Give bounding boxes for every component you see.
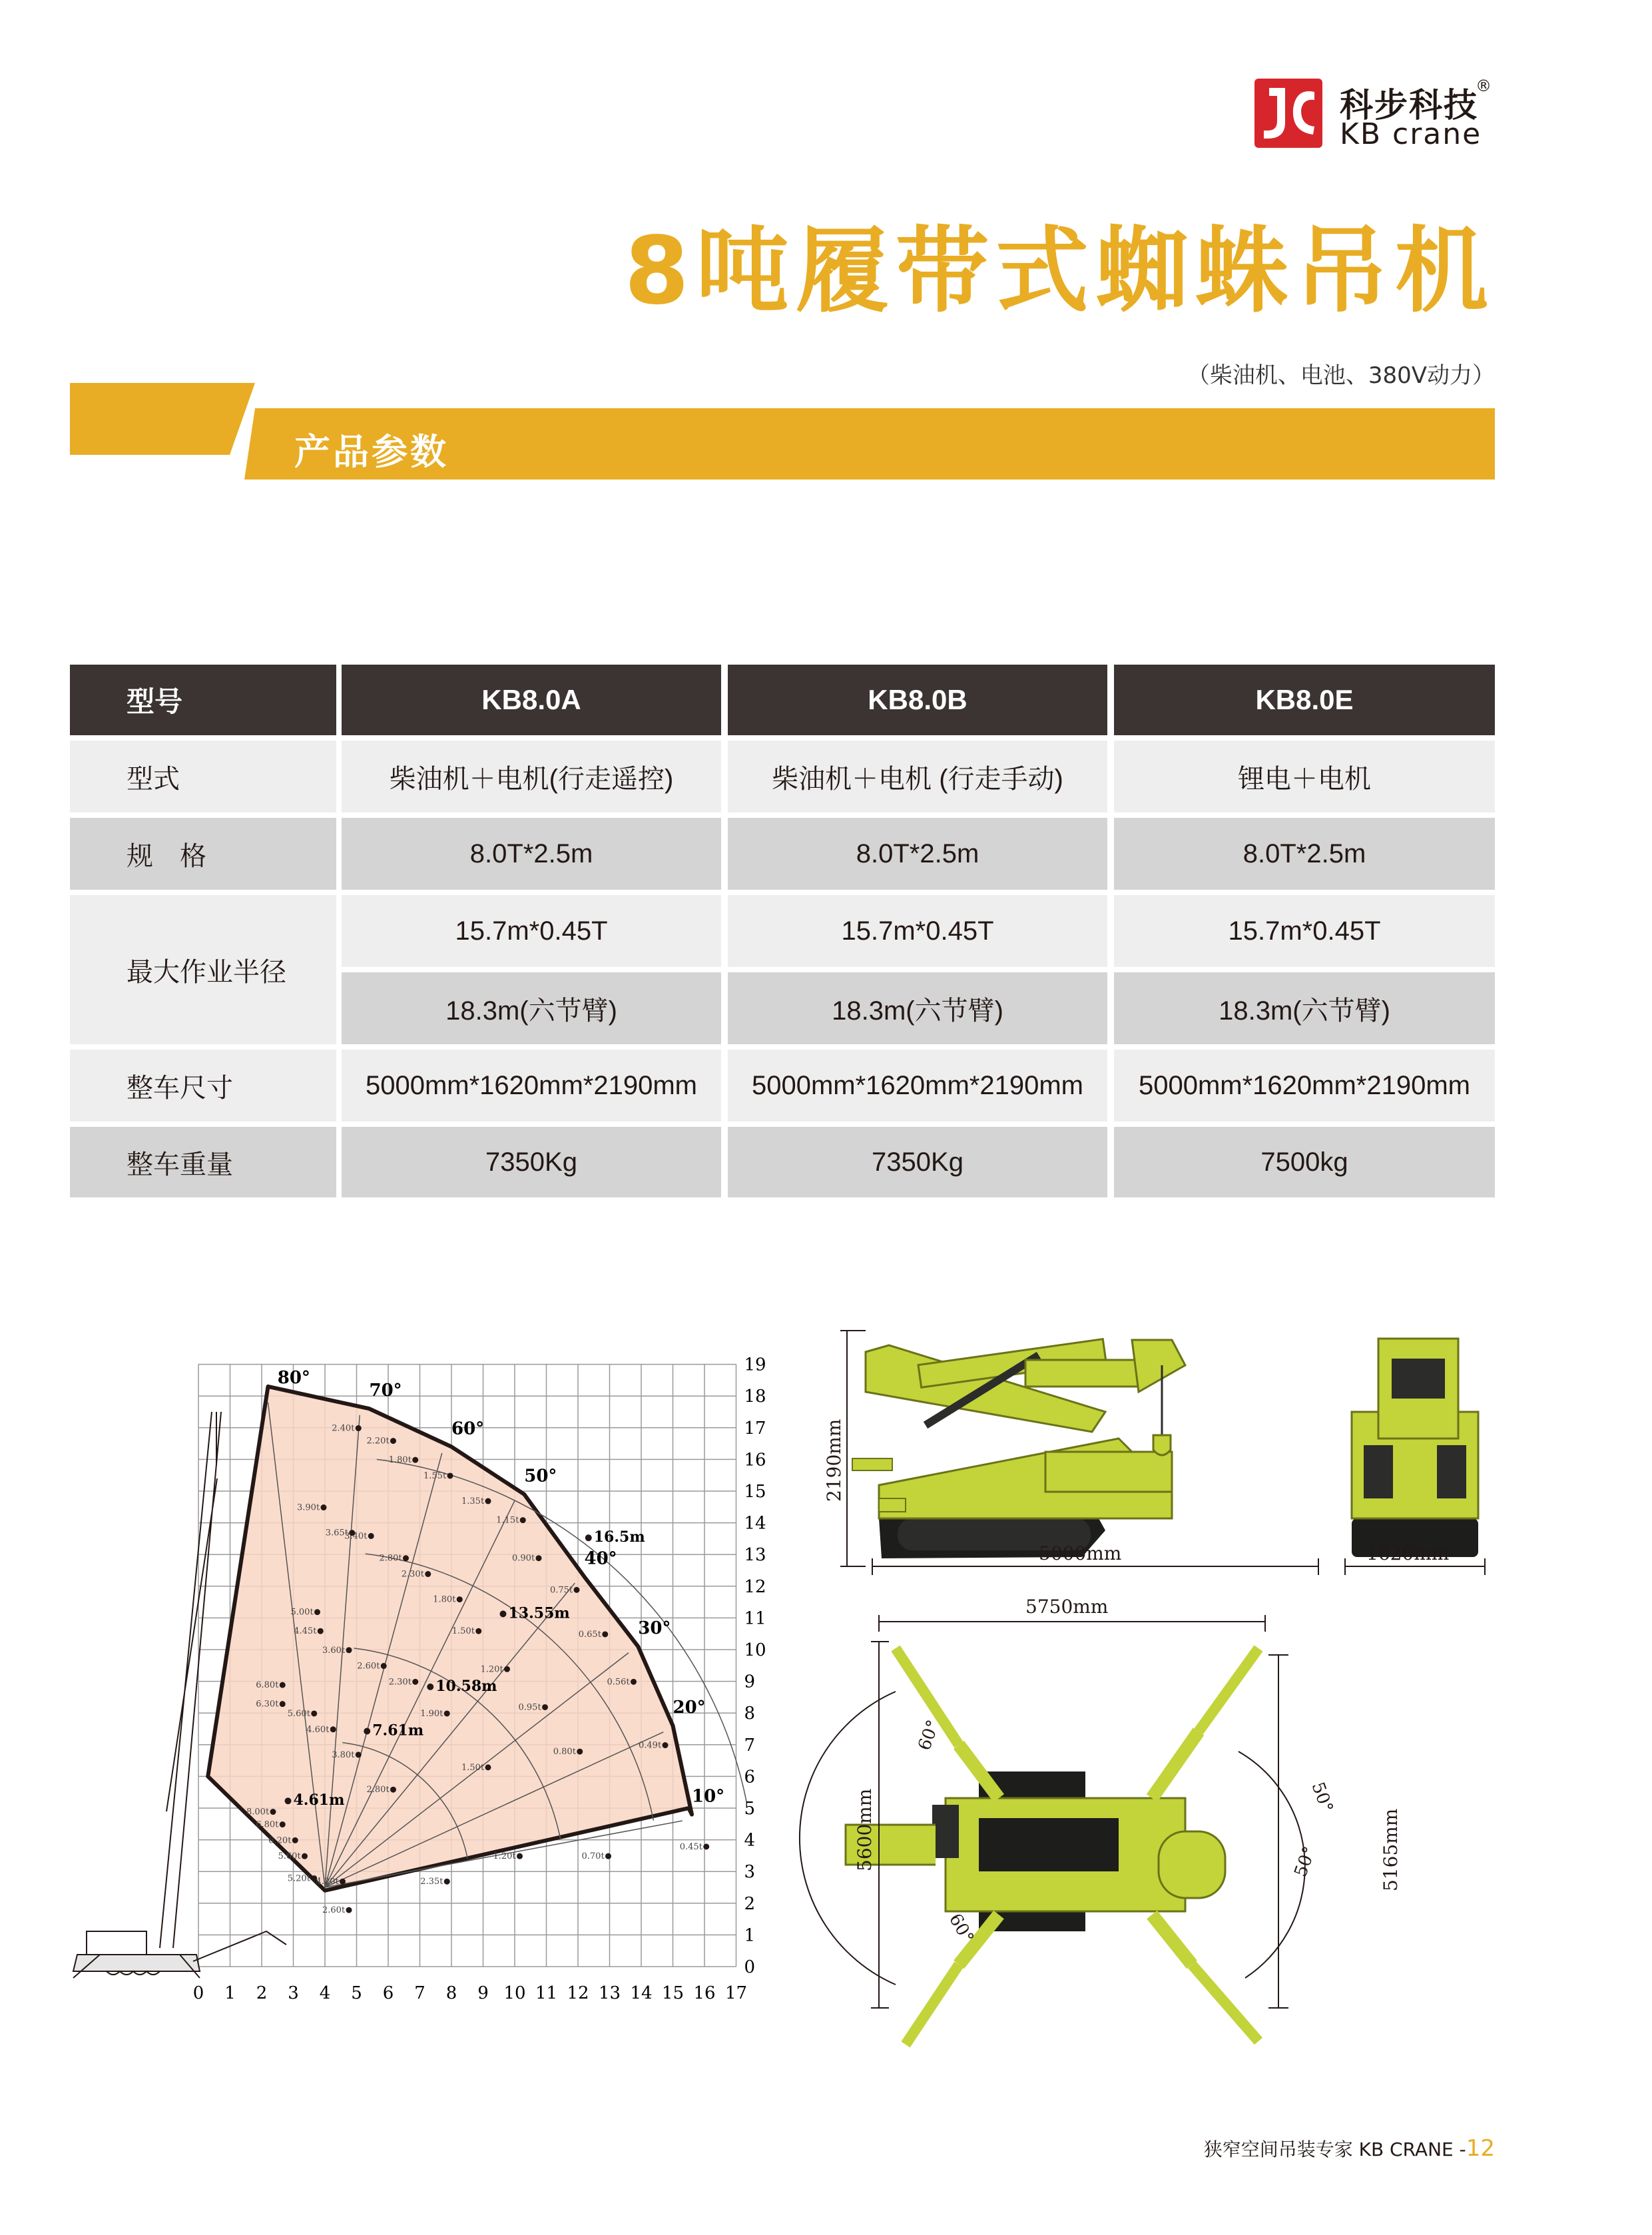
load-point [447,1472,453,1478]
crane-dimension-drawings [823,1319,1505,2025]
load-point [280,1701,286,1707]
load-label: 5.00t [290,1607,314,1618]
table-cell: 18.3m(六节臂) [342,972,721,1044]
x-tick-label: 1 [224,1983,236,2003]
load-point [381,1663,387,1669]
load-label: 3.40t [344,1531,368,1542]
y-tick-label: 19 [744,1355,766,1375]
load-label: 3.60t [322,1645,346,1656]
load-label: 0.70t [581,1851,605,1862]
dim-depth-left-label: 5600mm [854,1788,876,1871]
x-tick-label: 0 [192,1983,204,2003]
table-cell: 18.3m(六节臂) [728,972,1107,1044]
load-point [390,1787,396,1793]
load-point [280,1821,286,1827]
brand-name-cn: 科步科技 [1340,86,1478,125]
load-point [475,1628,481,1634]
y-tick-label: 10 [744,1640,766,1660]
load-point [444,1710,450,1716]
dim-depth-right-label: 5165mm [1380,1808,1402,1891]
load-label: 6.80t [256,1680,279,1691]
table-cell: 5000mm*1620mm*2190mm [728,1050,1107,1121]
y-tick-label: 9 [744,1672,756,1692]
load-point [356,1425,362,1431]
page-number: 12 [1466,2135,1495,2162]
load-point [340,1879,346,1885]
radius-point [500,1610,507,1617]
load-label: 2.40t [332,1423,355,1434]
load-point [517,1853,523,1859]
load-label: 5.60t [287,1708,310,1719]
y-axis-ticks [744,1355,766,1977]
table-header-kb80b: KB8.0B [728,665,1107,735]
load-label: 2.80t [366,1785,390,1795]
table-cell: 18.3m(六节臂) [1114,972,1495,1044]
angle-label: 50° [524,1466,557,1486]
y-tick-label: 6 [744,1767,756,1787]
load-label: 1.55t [423,1470,447,1481]
x-tick-label: 2 [256,1983,268,2003]
brand-logo [1254,79,1322,148]
row-label-type: 型式 [70,741,336,812]
table-header-kb80a: KB8.0A [342,665,721,735]
load-label: 2.30t [401,1569,424,1580]
load-chart [67,1345,786,2025]
load-label: 1.90t [420,1708,443,1719]
load-label: 0.95t [518,1702,541,1713]
load-label: 2.20t [366,1436,390,1446]
load-label: 6.80t [256,1819,279,1830]
table-cell: 8.0T*2.5m [1114,818,1495,890]
table-cell: 8.0T*2.5m [342,818,721,890]
table-header-model: 型号 [70,665,336,735]
y-tick-label: 3 [744,1862,756,1883]
load-point [390,1438,396,1444]
table-cell: 锂电＋电机 [1114,741,1495,812]
load-point [356,1752,362,1757]
load-label: 0.80t [553,1747,576,1757]
angle-label: 30° [638,1618,671,1639]
y-tick-label: 11 [744,1608,766,1629]
angle-label-top-left: 60° [914,1717,944,1754]
registered-mark: ® [1476,77,1492,95]
angle-label: 80° [277,1368,310,1389]
load-label: 1.50t [451,1626,475,1637]
table-cell: 8.0T*2.5m [728,818,1107,890]
load-label: 2.60t [322,1905,346,1916]
dim-length-label: 5000mm [1039,1542,1122,1564]
y-tick-label: 14 [744,1513,766,1534]
y-tick-label: 18 [744,1387,766,1407]
x-tick-label: 11 [535,1983,558,2003]
load-point [444,1879,450,1885]
load-point [330,1726,336,1732]
x-tick-label: 7 [414,1983,425,2003]
load-label: 1.15t [496,1515,519,1526]
load-point [314,1609,320,1615]
load-label: 4.60t [306,1724,330,1735]
load-label: 1.80t [433,1594,456,1605]
table-cell: 柴油机＋电机 (行走手动) [728,741,1107,812]
page-footer [1204,2135,1495,2162]
x-tick-label: 13 [598,1983,621,2003]
table-cell: 5000mm*1620mm*2190mm [342,1050,721,1121]
angle-label: 20° [673,1698,706,1718]
load-point [412,1679,418,1685]
table-header-kb80e: KB8.0E [1114,665,1495,735]
load-point [536,1555,542,1561]
load-point [280,1682,286,1688]
load-point [321,1504,327,1510]
dim-span-label: 5750mm [1025,1596,1109,1618]
table-cell: 柴油机＋电机(行走遥控) [342,741,721,812]
x-tick-label: 15 [661,1983,685,2003]
radius-point [585,1534,592,1541]
x-tick-label: 17 [724,1983,748,2003]
row-label-size: 整车尺寸 [70,1050,336,1121]
crane-front-view [1352,1339,1478,1557]
y-tick-label: 7 [744,1735,756,1756]
x-tick-label: 14 [630,1983,653,2003]
table-cell: 5000mm*1620mm*2190mm [1114,1050,1495,1121]
x-tick-label: 12 [567,1983,589,2003]
load-point [270,1809,276,1815]
load-point [542,1704,548,1710]
page-subtitle: （柴油机、电池、380V动力） [1187,362,1495,389]
row-label-spec: 规 格 [70,818,336,890]
radius-point [364,1728,370,1735]
load-label: 1.20t [480,1664,503,1675]
table-cell: 7350Kg [728,1127,1107,1197]
load-point [504,1666,510,1672]
crane-side-view [852,1339,1185,1558]
radius-point [427,1684,433,1690]
angle-label-top-right: 50° [1307,1779,1337,1815]
load-label: 0.90t [512,1553,535,1564]
load-label: 3.80t [332,1750,355,1760]
x-tick-label: 9 [477,1983,489,2003]
load-point [485,1498,491,1504]
angle-label-bottom-left: 60° [944,1910,977,1947]
load-point [703,1843,709,1849]
load-point [318,1628,324,1634]
y-tick-label: 0 [744,1957,756,1977]
load-label: 2.30t [388,1677,412,1688]
y-tick-label: 1 [744,1925,756,1946]
working-envelope [208,1387,692,1891]
load-point [574,1587,580,1593]
load-point [302,1853,308,1859]
load-label: 0.49t [639,1740,662,1751]
y-tick-label: 2 [744,1893,756,1914]
table-cell: 7500kg [1114,1127,1495,1197]
dim-width-label: 1620mm [1366,1542,1450,1564]
table-cell: 15.7m*0.45T [1114,895,1495,967]
load-point [425,1571,431,1577]
load-label: 6.20t [268,1835,292,1846]
load-point [602,1631,608,1637]
y-tick-label: 16 [744,1450,766,1470]
load-label: 1.80t [388,1455,412,1466]
x-tick-label: 8 [445,1983,457,2003]
load-point [485,1764,491,1770]
x-tick-label: 5 [351,1983,362,2003]
load-label: 2.35t [420,1877,443,1887]
load-label: 2.60t [357,1661,380,1672]
load-label: 2.80t [379,1553,402,1564]
y-tick-label: 13 [744,1545,766,1566]
x-tick-label: 4 [319,1983,331,2003]
x-tick-label: 3 [288,1983,299,2003]
load-label: 8.00t [246,1807,270,1817]
load-label: 4.45t [294,1626,317,1637]
radius-label: 13.55m [508,1604,570,1622]
load-label: 4.20t [316,1877,339,1887]
radius-label: 10.58m [435,1677,497,1695]
footer-text: 狭窄空间吊装专家 KB CRANE - [1203,2138,1466,2160]
angle-label: 10° [692,1786,725,1807]
load-point [346,1907,352,1913]
load-label: 0.45t [679,1841,702,1852]
angle-label-bottom-right: 50° [1290,1843,1320,1880]
y-tick-label: 12 [744,1576,766,1597]
load-point [412,1457,418,1463]
load-point [346,1647,352,1653]
load-point [663,1742,669,1748]
load-point [631,1679,637,1685]
table-cell: 15.7m*0.45T [728,895,1107,967]
brand-name-en: KB crane [1340,117,1482,151]
y-tick-label: 8 [744,1704,756,1724]
load-label: 1.35t [461,1496,485,1507]
radius-label: 16.5m [593,1528,645,1546]
y-tick-label: 4 [744,1830,756,1851]
load-label: 6.30t [256,1699,279,1710]
x-tick-label: 10 [503,1983,526,2003]
x-axis-ticks [193,1983,747,2003]
dim-height-label: 2190mm [823,1419,845,1502]
load-point [520,1517,526,1523]
page-title: 8吨履带式蜘蛛吊机 [624,217,1495,326]
row-label-weight: 整车重量 [70,1127,336,1197]
angle-label: 40° [584,1548,617,1569]
load-label: 1.50t [461,1762,485,1773]
row-label-radius: 最大作业半径 [70,895,336,1044]
load-label: 1.20t [493,1851,516,1862]
y-tick-label: 5 [744,1799,756,1819]
load-point [577,1749,583,1755]
x-tick-label: 16 [693,1983,716,2003]
load-point [311,1710,317,1716]
radius-point [285,1797,292,1804]
y-tick-label: 15 [744,1482,766,1502]
load-label: 5.60t [278,1851,301,1862]
angle-label: 70° [369,1381,402,1401]
section-banner [70,383,1495,483]
load-point [368,1533,374,1539]
y-tick-label: 17 [744,1418,766,1438]
table-cell: 7350Kg [342,1127,721,1197]
section-title: 产品参数 [294,431,449,473]
load-label: 0.75t [550,1585,573,1596]
spec-table [70,665,1495,1197]
load-point [292,1837,298,1843]
x-tick-label: 6 [382,1983,394,2003]
angle-label: 60° [451,1419,485,1439]
load-label: 3.90t [297,1502,320,1513]
load-point [403,1555,409,1561]
radius-label: 7.61m [372,1722,424,1740]
load-label: 5.20t [287,1873,310,1884]
load-label: 0.56t [607,1677,630,1688]
radius-label: 4.61m [293,1791,345,1809]
load-point [457,1596,463,1602]
table-cell: 15.7m*0.45T [342,895,721,967]
load-label: 0.65t [578,1629,601,1640]
load-point [605,1853,611,1859]
load-label: 3.65t [325,1528,348,1538]
